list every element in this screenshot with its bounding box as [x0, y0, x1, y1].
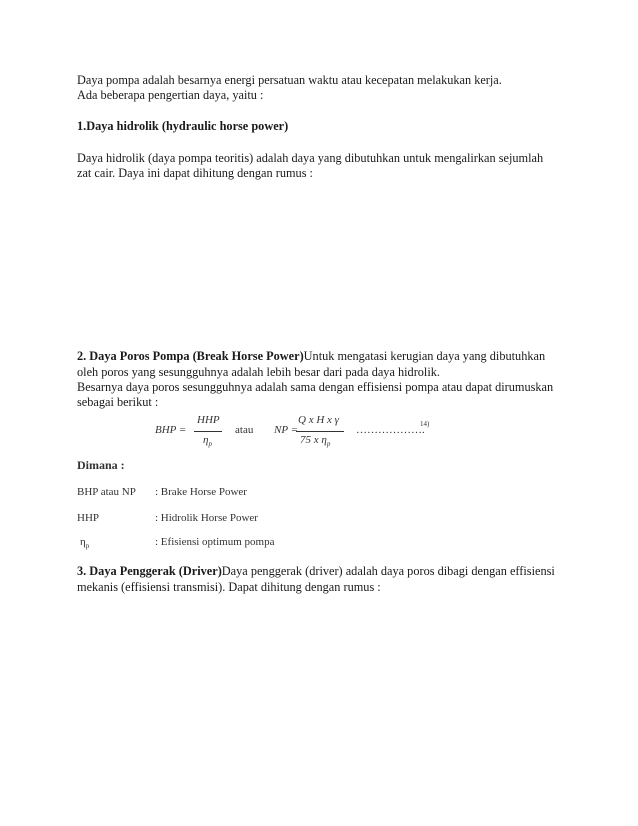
section-3-line-2: mekanis (effisiensi transmisi). Dapat dihitung dengan rumus :: [77, 580, 381, 594]
intro-line-2: Ada beberapa pengertian daya, yaitu :: [77, 88, 264, 102]
formula-numerator-hhp: HHP: [197, 414, 220, 426]
section-1-line-1: Daya hidrolik (daya pompa teoritis) adalah daya yang dibutuhkan untuk mengalirkan sejumlah: [77, 151, 544, 165]
formula-denominator-75-eta: 75 x $\eta_p$: [300, 434, 331, 449]
section-3-heading: 3. Daya Penggerak (Driver): [77, 564, 222, 578]
section-1-line-2: zat cair. Daya ini dapat dihitung dengan rumus :: [77, 166, 313, 180]
bhp-formula: [150, 410, 440, 458]
formula-denominator-eta: $\eta_p$: [203, 434, 212, 449]
formula-fraction-bar-2: [296, 431, 344, 432]
section-1-heading: 1.Daya hidrolik (hydraulic horse power): [77, 119, 289, 133]
section-3-line-1-rest: Daya penggerak (driver) adalah daya poros dibagi dengan effisiensi: [221, 564, 555, 578]
definition-desc-hhp: : Hidrolik Horse Power: [155, 512, 258, 524]
definition-term-bhp: BHP atau NP: [77, 486, 136, 498]
section-2-line-4: sebagai berikut :: [77, 395, 159, 409]
section-2-line-1-rest: Untuk mengatasi kerugian daya yang dibutuhkan: [303, 349, 546, 363]
section-2-line-1: [77, 349, 545, 364]
intro-line-1: Daya pompa adalah besarnya energi persatuan waktu atau kecepatan melakukan kerja.: [77, 73, 502, 87]
definitions-title: Dimana :: [77, 458, 125, 472]
formula-numerator-qhg: Q x H x γ: [298, 414, 339, 426]
formula-fraction-bar-1: [194, 431, 222, 432]
section-2-line-2: oleh poros yang sesungguhnya adalah lebih besar dari pada daya hidrolik.: [77, 365, 440, 379]
section-2-line-3: Besarnya daya poros sesungguhnya adalah sama dengan effisiensi pompa atau dapat dirumuskan: [77, 380, 554, 394]
formula-reference: 14): [420, 420, 430, 428]
definition-term-hhp: HHP: [77, 512, 100, 524]
formula-dots: ……………….: [356, 424, 425, 436]
section-2-heading: 2. Daya Poros Pompa (Break Horse Power): [77, 349, 304, 363]
definition-desc-bhp: : Brake Horse Power: [155, 486, 247, 498]
formula-connector: atau: [235, 424, 254, 436]
section-3-line-1: [77, 564, 555, 579]
definition-desc-eta: : Efisiensi optimum pompa: [155, 536, 275, 548]
formula-lhs-np: NP =: [274, 424, 299, 436]
formula-lhs-bhp: BHP =: [155, 424, 187, 436]
definition-term-eta: $\eta_p$: [80, 536, 90, 551]
